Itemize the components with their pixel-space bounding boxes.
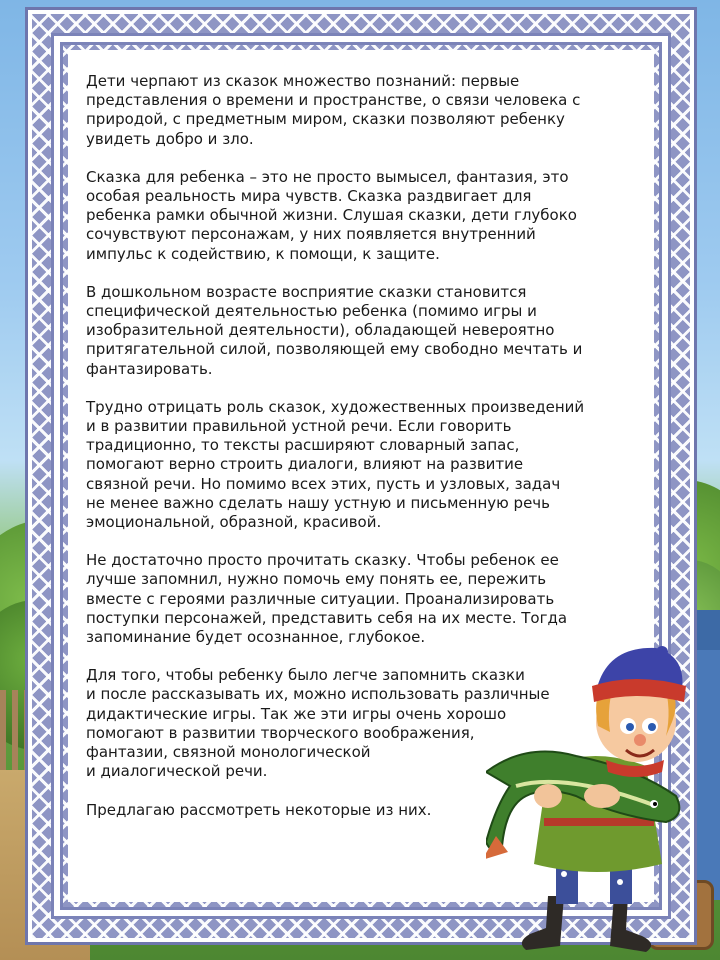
paragraph-1: Дети черпают из сказок множество познаний: первые представления о времени и пространстве, о связи человека с природой, с предметным миром, сказки позволяют ребенку увидеть добро и зло. xyxy=(86,72,581,148)
paragraph-4: Трудно отрицать роль сказок, художественных произведений и в развитии правильной устной речи. Если говорить традиционно, то тексты расширяют словарный запас, помогают верно строить диалоги, влияют на развитие связной речи. Но помимо всех этих, пусть и узловых, задач не менее важно сделать нашу устную и письменную речь эмоциональной, образной, красивой. xyxy=(86,397,585,532)
paragraph-6: Для того, чтобы ребенку было легче запомнить сказки и после рассказывать их, можно использовать различные дидактические игры. Так же эти игры очень хорошо помогают в развитии творческого воображения, фантазии, связной монологической и диалогической речи. xyxy=(86,666,550,781)
paragraph-2: Сказка для ребенка – это не просто вымысел, фантазия, это особая реальность мира чувств. Сказка раздвигает для ребенка рамки обычной жизни. Слушая сказки, дети глубоко сочувствуют персонажам, у них появляется внутренний импульс к содействию, к помощи, к защите. xyxy=(86,167,577,263)
boy-with-pike-icon xyxy=(486,646,720,960)
paragraph-3: В дошкольном возрасте восприятие сказки становится специфической деятельностью ребенка (помимо игры и изобразительной деятельности), обладающей невероятно притягательной силой, позволяющей ему свободно мечтать и фантазировать. xyxy=(86,282,583,378)
paragraph-7: Предлагаю рассмотреть некоторые из них. xyxy=(86,800,432,819)
paragraph-5: Не достаточно просто прочитать сказку. Чтобы ребенок ее лучше запомнил, нужно помочь ему понять ее, пережить вместе с героями различные ситуации. Проанализировать поступки персонажей, представить себя на их месте. Тогда запоминание будет осознанное, глубокое. xyxy=(86,551,568,647)
